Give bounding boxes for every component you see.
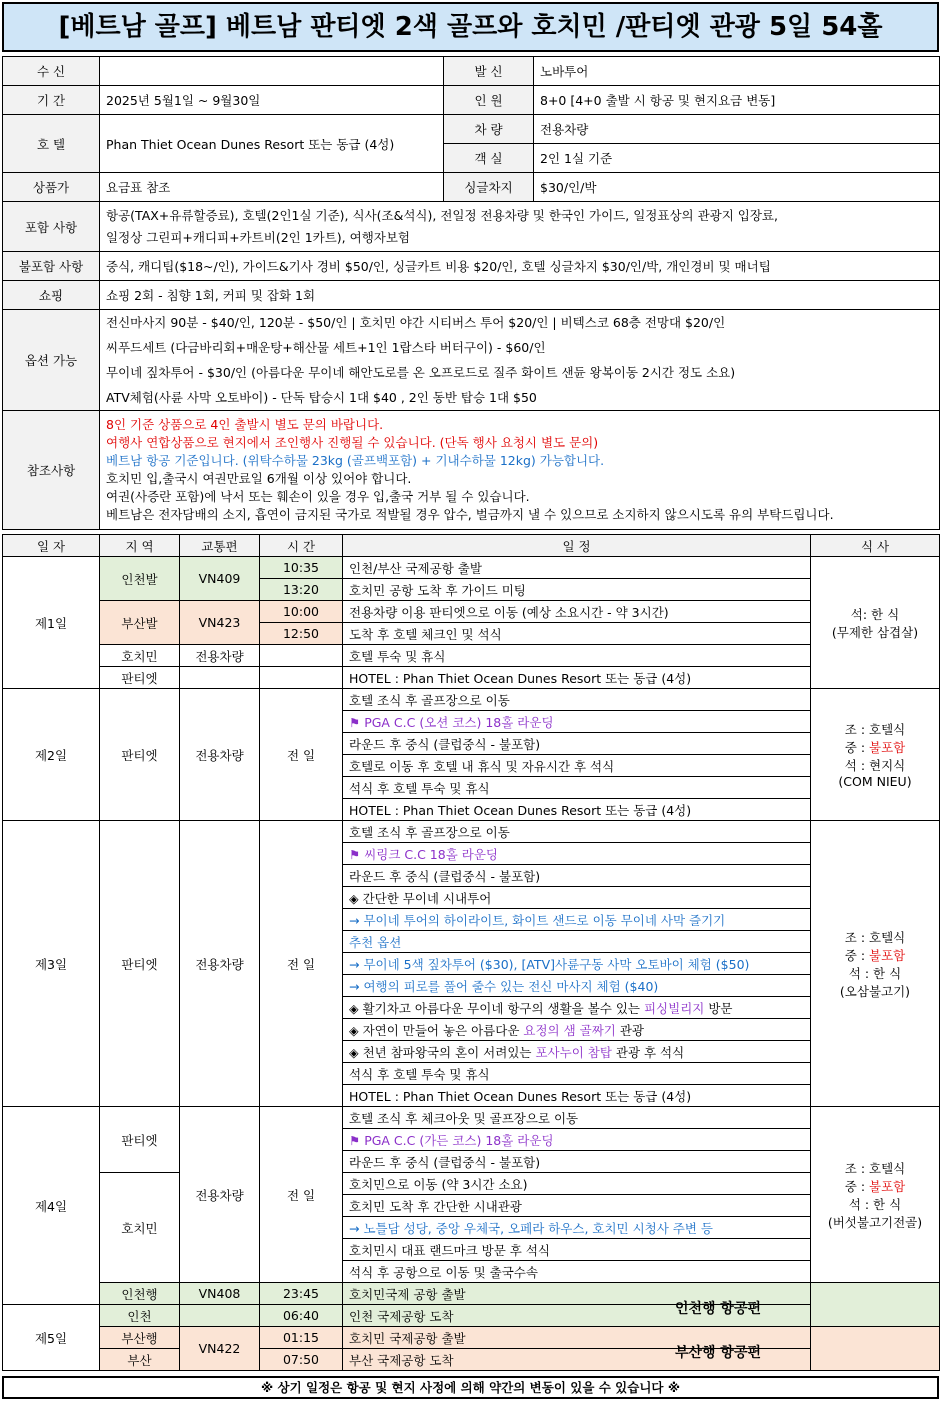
note-line: 여권(사증란 포함)에 낙서 또는 훼손이 있을 경우 입,출국 거부 될 수 있습니다. [106, 489, 530, 504]
day1-meal-note: (무제한 삼겹살) [831, 624, 919, 640]
day5-region-pus-dep: 부산행 [100, 1327, 180, 1349]
excl-value: 중식, 캐디팁($18~/인), 가이드&기사 경비 $50/인, 싱글카트 비용 $20/인, 호텔 싱글차지 $30/인/박, 개인경비 및 매너팁 [100, 252, 940, 281]
hotel-value: Phan Thiet Ocean Dunes Resort 또는 동급 (4성) [100, 115, 444, 173]
notes-label: 참조사항 [3, 411, 100, 530]
day1-item: 호치민 공항 도착 후 가이드 미팅 [343, 579, 811, 601]
day4-dep-item: 호치민국제 공항 출발 [343, 1283, 811, 1305]
day3-item: ◈ 자연이 만들어 놓은 아름다운 요정의 샘 골짜기 관광 [343, 1019, 811, 1041]
day5-item: 인천 국제공항 도착 [343, 1305, 811, 1327]
day1-meal [811, 557, 940, 689]
day3-meal [811, 821, 940, 1107]
day3-meal-lunch-prefix: 중 : [844, 947, 869, 963]
day3-transport: 전용차량 [180, 821, 260, 1107]
day2-item: 라운드 후 중식 (클럽중식 - 불포함) [343, 733, 811, 755]
day2-item: 석식 후 호텔 투숙 및 휴식 [343, 777, 811, 799]
header-day: 일 자 [3, 535, 100, 557]
day2-label: 제2일 [3, 689, 100, 821]
day4-item: 라운드 후 중식 (클럽중식 - 불포함) [343, 1151, 811, 1173]
day3-region: 판티엣 [100, 821, 180, 1107]
day4-item: 호치민시 대표 랜드마크 방문 후 석식 [343, 1239, 811, 1261]
day3-time: 전 일 [260, 821, 343, 1107]
day1-item: 도착 후 호텔 체크인 및 석식 [343, 623, 811, 645]
day4-label: 제4일 [3, 1107, 100, 1305]
day3-meal-dinner: 석 : 한 식 [848, 965, 902, 981]
day4-transport: 전용차량 [180, 1107, 260, 1283]
price-value: 요금표 참조 [100, 173, 444, 202]
day3-item: ◈ 활기차고 아름다운 무이네 항구의 생활을 볼수 있는 피싱빌리지 방문 [343, 997, 811, 1019]
day2-meal-lunch [817, 738, 933, 756]
to-label: 수 신 [3, 57, 100, 86]
incl-value [100, 202, 940, 252]
day4-golf-item: ⚑ PGA C.C (가든 코스) 18홀 라운딩 [343, 1129, 811, 1151]
excl-label: 불포함 사항 [3, 252, 100, 281]
day3-item: 석식 후 호텔 투숙 및 휴식 [343, 1063, 811, 1085]
day1-item: 전용차량 이용 판티엣으로 이동 (예상 소요시간 - 약 3시간) [343, 601, 811, 623]
day1-region-icn: 인천발 [100, 557, 180, 601]
day4-meal-dinner: 석 : 한 식 [848, 1196, 902, 1212]
day3-meal-lunch [817, 946, 933, 964]
shop-label: 쇼핑 [3, 281, 100, 310]
room-value: 2인 1실 기준 [534, 144, 940, 173]
golf-flag-icon: ⚑ [349, 1132, 365, 1148]
day3-item: 호텔 조식 후 골프장으로 이동 [343, 821, 811, 843]
note-line: 여행사 연합상품으로 현지에서 조인행사 진행될 수 있습니다. (단독 행사 요청시 별도 문의) [106, 435, 599, 450]
day2-hotel: HOTEL : Phan Thiet Ocean Dunes Resort 또는 동급 (4성) [343, 799, 811, 821]
golf-flag-icon: ⚑ [349, 714, 365, 730]
day3-meal-breakfast: 조 : 호텔식 [844, 929, 906, 945]
single-label: 싱글차지 [444, 173, 534, 202]
pus-flight-label: 부산행 항공편 [674, 1345, 762, 1361]
day5-flight: VN422 [180, 1327, 260, 1371]
day4-time: 전 일 [260, 1107, 343, 1283]
header-itinerary: 일 정 [343, 535, 811, 557]
day1-flight-pus: VN423 [180, 601, 260, 645]
day3-item: 라운드 후 중식 (클럽중식 - 불포함) [343, 865, 811, 887]
day4-region-pt: 판티엣 [100, 1107, 180, 1173]
day4-meal-dinner-note: (버섯불고기전골) [827, 1214, 923, 1230]
shop-value: 쇼핑 2회 - 침향 1회, 커피 및 잡화 1회 [100, 281, 940, 310]
day3-item: ◈ 천년 참파왕국의 혼이 서려있는 포사누이 참탑 관광 후 석식 [343, 1041, 811, 1063]
single-value: $30/인/박 [534, 173, 940, 202]
day1-time: 12:50 [260, 623, 343, 645]
header-region: 지 역 [100, 535, 180, 557]
day2-transport: 전용차량 [180, 689, 260, 821]
day1-meal-dinner: 석: 한 식 [850, 606, 900, 622]
note-line: 호치민 입,출국시 여권만료일 6개월 이상 있어야 합니다. [106, 471, 412, 486]
day2-meal [811, 689, 940, 821]
vehicle-label: 차 량 [444, 115, 534, 144]
day1-time: 13:20 [260, 579, 343, 601]
day4-region-sgn: 호치민 [100, 1173, 180, 1283]
day4-meal [811, 1107, 940, 1283]
day3-item: → 무이네 5색 짚차투어 ($30), [ATV]사륜구동 사막 오토바이 체험 ($50) [343, 953, 811, 975]
vehicle-value: 전용차량 [534, 115, 940, 144]
notes-value [100, 411, 940, 530]
opt-line: 씨푸드세트 (다금바리회+매운탕+해산물 세트+1인 1랍스타 버터구이) - $60/인 [106, 340, 546, 355]
day4-meal-lunch-prefix: 중 : [844, 1178, 869, 1194]
opt-line: ATV체험(사륜 사막 오토바이) - 단독 탑승시 1대 $40 , 2인 동반 탑승 1대 $50 [106, 390, 537, 405]
day1-item: 호텔 투숙 및 휴식 [343, 645, 811, 667]
day3-label: 제3일 [3, 821, 100, 1107]
page-title: [베트남 골프] 베트남 판티엣 2색 골프와 호치민 /판티엣 관광 5일 54홀 [2, 2, 939, 52]
note-line: 베트남 항공 기준입니다. (위탁수하물 23kg (골프백포함) + 기내수하물 12kg) 가능합니다. [106, 453, 605, 468]
note-line: 베트남은 전자담배의 소지, 흡연이 금지된 국가로 적발될 경우 압수, 벌금까지 낼 수 있으므로 소지하지 않으시도록 유의 부탁드립니다. [106, 507, 834, 522]
day4-item: 석식 후 공항으로 이동 및 출국수속 [343, 1261, 811, 1283]
day4-item: 호치민 도착 후 간단한 시내관광 [343, 1195, 811, 1217]
day4-region-icn: 인천행 [100, 1283, 180, 1305]
day3-hotel: HOTEL : Phan Thiet Ocean Dunes Resort 또는 동급 (4성) [343, 1085, 811, 1107]
header-time: 시 간 [260, 535, 343, 557]
day1-region-pus: 부산발 [100, 601, 180, 645]
opt-value [100, 310, 940, 411]
day4-meal-breakfast: 조 : 호텔식 [844, 1160, 906, 1176]
note-line: 8인 기준 상품으로 4인 출발시 별도 문의 바랍니다. [106, 417, 384, 432]
day1-label: 제1일 [3, 557, 100, 689]
hotel-label: 호 텔 [3, 115, 100, 173]
info-table [2, 56, 940, 530]
day2-region: 판티엣 [100, 689, 180, 821]
day2-golf-item: ⚑ PGA C.C (오션 코스) 18홀 라운딩 [343, 711, 811, 733]
day1-time: 10:00 [260, 601, 343, 623]
day5-item: 부산 국제공항 도착 [343, 1349, 811, 1371]
day4-item: → 노틀담 성당, 중앙 우체국, 오페라 하우스, 호치민 시청사 주변 등 [343, 1217, 811, 1239]
day2-meal-dinner-note: (COM NIEU) [838, 774, 912, 789]
golf-flag-icon: ⚑ [349, 846, 365, 862]
day4-item: 호텔 조식 후 체크아웃 및 골프장으로 이동 [343, 1107, 811, 1129]
day1-region-sgn: 호치민 [100, 645, 180, 667]
incl-line-1: 항공(TAX+유류할증료), 호텔(2인1실 기준), 식사(조&석식), 전일정 전용차량 및 한국인 가이드, 일정표상의 관광지 입장료, [106, 207, 778, 223]
day5-item: 호치민 국제공항 출발 [343, 1327, 811, 1349]
opt-line: 전신마사지 90분 - $40/인, 120분 - $50/인 | 호치민 야간 시티버스 투어 $20/인 | 비텍스코 68층 전망대 $20/인 [106, 315, 726, 330]
opt-line: 무이네 짚차투어 - $30/인 (아름다운 무이네 해안도로를 온 오프로드로 질주 화이트 샌듄 왕복이동 2시간 정도 소요) [106, 365, 736, 380]
day5-time: 01:15 [260, 1327, 343, 1349]
people-label: 인 원 [444, 86, 534, 115]
pus-flight-label-cell [811, 1327, 940, 1371]
day4-item: 호치민으로 이동 (약 3시간 소요) [343, 1173, 811, 1195]
header-meal: 식 사 [811, 535, 940, 557]
day1-flight-icn: VN409 [180, 557, 260, 601]
day3-meal-lunch-value: 불포함 [869, 947, 906, 963]
day3-golf-item: ⚑ 씨링크 C.C 18홀 라운딩 [343, 843, 811, 865]
day2-meal-breakfast: 조 : 호텔식 [844, 722, 906, 737]
day2-meal-lunch-value: 불포함 [869, 740, 906, 755]
day5-region-pus: 부산 [100, 1349, 180, 1371]
period-label: 기 간 [3, 86, 100, 115]
from-label: 발 신 [444, 57, 534, 86]
room-label: 객 실 [444, 144, 534, 173]
day5-time: 06:40 [260, 1305, 343, 1327]
day4-flight: VN408 [180, 1283, 260, 1305]
from-value: 노바투어 [534, 57, 940, 86]
opt-label: 옵션 가능 [3, 310, 100, 411]
day1-region-pt: 판티엣 [100, 667, 180, 689]
day4-dep-time: 23:45 [260, 1283, 343, 1305]
day3-option-title: 추천 옵션 [343, 931, 811, 953]
day4-meal-lunch-value: 불포함 [869, 1178, 906, 1194]
price-label: 상품가 [3, 173, 100, 202]
day1-time: 10:35 [260, 557, 343, 579]
footer-note: ※ 상기 일정은 항공 및 현지 사정에 의해 약간의 변동이 있을 수 있습니다 ※ [2, 1376, 939, 1399]
incl-label: 포함 사항 [3, 202, 100, 252]
period-value: 2025년 5월1일 ~ 9월30일 [100, 86, 444, 115]
to-value [100, 57, 444, 86]
day2-item: 호텔 조식 후 골프장으로 이동 [343, 689, 811, 711]
day5-region-icn: 인천 [100, 1305, 180, 1327]
day3-item: ◈ 간단한 무이네 시내투어 [343, 887, 811, 909]
day4-meal-lunch [817, 1177, 933, 1195]
icn-flight-label: 인천행 항공편 [674, 1301, 762, 1317]
day2-meal-dinner: 석 : 현지식 [844, 758, 906, 773]
day3-item: → 무이네 투어의 하이라이트, 화이트 샌드로 이동 무이네 사막 즐기기 [343, 909, 811, 931]
day2-meal-lunch-prefix: 중 : [844, 740, 869, 755]
day3-meal-dinner-note: (오삼불고기) [839, 983, 911, 999]
incl-line-2: 일정상 그린피+캐디피+카트비(2인 1카트), 여행자보험 [106, 229, 411, 245]
day5-label: 제5일 [3, 1305, 100, 1371]
header-transport: 교통편 [180, 535, 260, 557]
day1-transport: 전용차량 [180, 645, 260, 667]
schedule-table [2, 534, 940, 1371]
icn-flight-label-cell [811, 1283, 940, 1327]
day2-time: 전 일 [260, 689, 343, 821]
day5-time: 07:50 [260, 1349, 343, 1371]
day2-item: 호텔로 이동 후 호텔 내 휴식 및 자유시간 후 석식 [343, 755, 811, 777]
day1-item: 인천/부산 국제공항 출발 [343, 557, 811, 579]
day3-item: → 여행의 피로를 풀어 줄수 있는 전신 마사지 체험 ($40) [343, 975, 811, 997]
people-value: 8+0 [4+0 출발 시 항공 및 현지요금 변동] [534, 86, 940, 115]
day1-hotel: HOTEL : Phan Thiet Ocean Dunes Resort 또는 동급 (4성) [343, 667, 811, 689]
